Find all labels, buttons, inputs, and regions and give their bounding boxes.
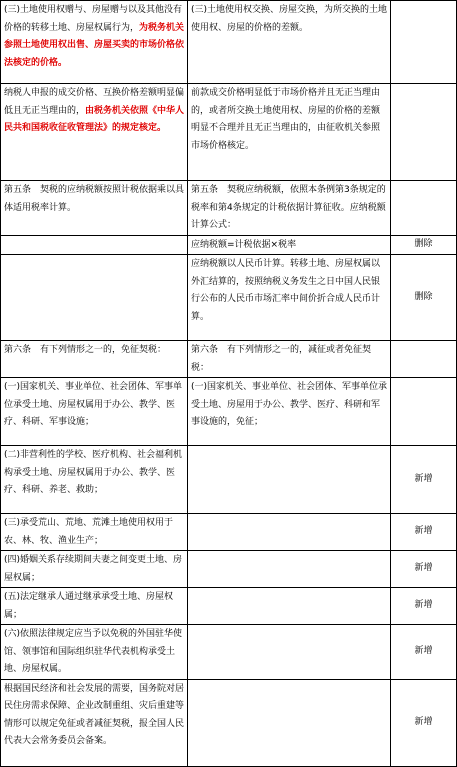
left-text-highlight: 为税务机关参照土地使用权出售、房屋买卖的市场价格依法核定的价格。	[4, 22, 185, 68]
table-row	[1, 341, 457, 378]
note-cell: 删除	[391, 255, 457, 341]
table-row	[1, 84, 457, 181]
left-cell: (五)法定继承人通过继承承受土地、房屋权属；	[1, 588, 188, 625]
table-row	[1, 514, 457, 551]
note-cell	[391, 181, 457, 236]
right-cell: 前款成交价格明显低于市场价格并且无正当理由的，或者所交换土地使用权、房屋的价格的差额明显不合理并且无正当理由的，由征收机关参照市场价格核定。	[188, 84, 391, 181]
note-cell	[391, 84, 457, 181]
left-cell: 根据国民经济和社会发展的需要，国务院对居民住房需求保障、企业改制重组、灾后重建等情形可以规定免征或者减征契税，报全国人民代表大会常务委员会备案。	[1, 679, 188, 766]
right-cell	[188, 625, 391, 680]
note-cell	[391, 341, 457, 378]
left-cell	[1, 1, 188, 84]
right-cell: 应纳税额以人民币计算。转移土地、房屋权属以外汇结算的，按照纳税义务发生之日中国人民银行公布的人民币市场汇率中间价折合成人民币计算。	[188, 255, 391, 341]
right-cell: 第六条 有下列情形之一的，减征或者免征契税：	[188, 341, 391, 378]
table-row	[1, 588, 457, 625]
left-cell: (三)承受荒山、荒地、荒滩土地使用权用于农、林、牧、渔业生产；	[1, 514, 188, 551]
note-cell: 新增	[391, 625, 457, 680]
left-cell: (四)婚姻关系存续期间夫妻之间变更土地、房屋权属；	[1, 551, 188, 588]
table-row	[1, 255, 457, 341]
right-cell	[188, 551, 391, 588]
table-row	[1, 378, 457, 446]
right-cell: (三)土地使用权交换、房屋交换，为所交换的土地使用权、房屋的价格的差额。	[188, 1, 391, 84]
note-cell: 新增	[391, 679, 457, 766]
left-cell: (二)非营利性的学校、医疗机构、社会福利机构承受土地、房屋权属用于办公、教学、医疗、科研、养老、救助；	[1, 446, 188, 514]
right-cell: 第五条 契税应纳税额，依照本条例第3条规定的税率和第4条规定的计税依据计算征收。应纳税额计算公式：	[188, 181, 391, 236]
right-cell	[188, 446, 391, 514]
right-cell: 应纳税额=计税依据×税率	[188, 235, 391, 255]
left-text-highlight: 由税务机关依照《中华人民共和国税收征收管理法》的规定核定。	[4, 105, 185, 133]
note-cell	[391, 1, 457, 84]
left-cell: 第五条 契税的应纳税额按照计税依据乘以具体适用税率计算。	[1, 181, 188, 236]
table-row	[1, 551, 457, 588]
right-cell	[188, 679, 391, 766]
right-cell: (一)国家机关、事业单位、社会团体、军事单位承受土地、房屋用于办公、教学、医疗、科研和军事设施的，免征；	[188, 378, 391, 446]
table-row	[1, 679, 457, 766]
note-cell: 新增	[391, 446, 457, 514]
right-cell	[188, 588, 391, 625]
left-cell	[1, 84, 188, 181]
table-row	[1, 235, 457, 255]
note-cell: 删除	[391, 235, 457, 255]
note-cell: 新增	[391, 588, 457, 625]
left-cell: 第六条 有下列情形之一的，免征契税：	[1, 341, 188, 378]
left-cell	[1, 235, 188, 255]
left-cell: (六)依照法律规定应当予以免税的外国驻华使馆、领事馆和国际组织驻华代表机构承受土地、房屋权属。	[1, 625, 188, 680]
note-cell: 新增	[391, 551, 457, 588]
left-cell: (一)国家机关、事业单位、社会团体、军事单位承受土地、房屋权属用于办公、教学、医疗、科研、军事设施；	[1, 378, 188, 446]
table-row	[1, 181, 457, 236]
table-row	[1, 1, 457, 84]
table-row	[1, 446, 457, 514]
left-text: 纳税人申报的成交价格、互换价格差额明显偏低且无正当理由的，	[4, 88, 185, 116]
note-cell	[391, 378, 457, 446]
left-cell	[1, 255, 188, 341]
left-text: (三)土地使用权赠与、房屋赠与以及其他没有价格的转移土地、房屋权属行为，	[4, 5, 183, 33]
table-row	[1, 625, 457, 680]
note-cell: 新增	[391, 514, 457, 551]
right-cell	[188, 514, 391, 551]
